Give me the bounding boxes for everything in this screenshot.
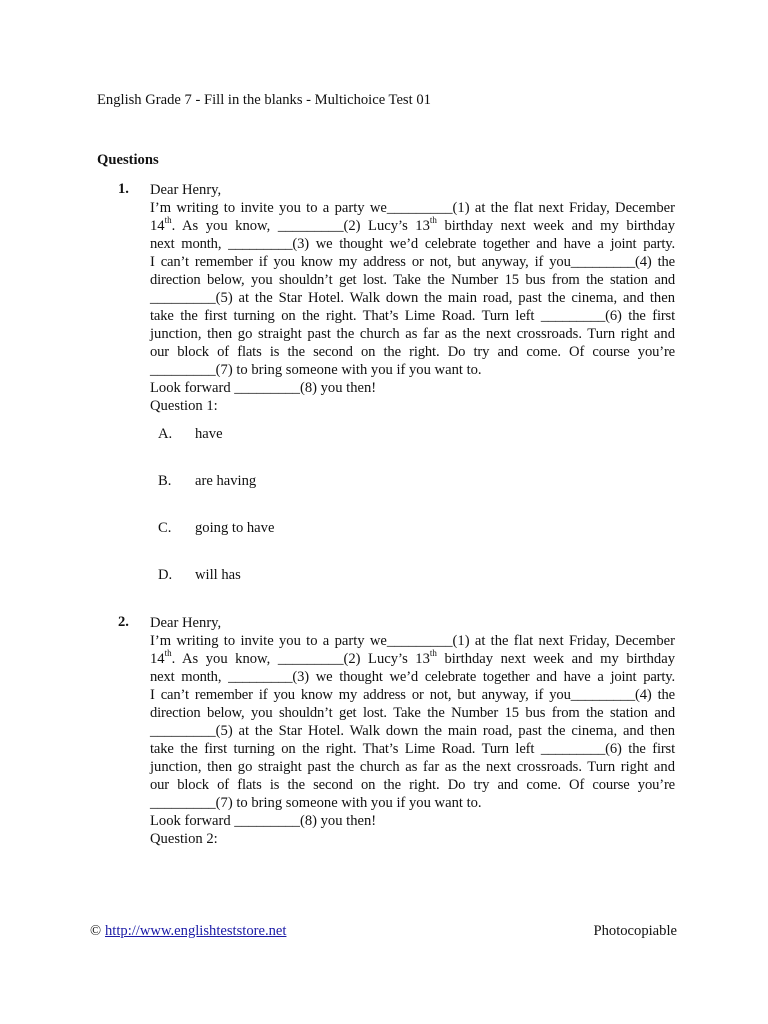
passage-line: our block of flats is the second on the right. Do try and come. Of course you’re — [150, 344, 675, 360]
passage-line: take the first turning on the right. That’s Lime Road. Turn left _________(6) the first — [150, 308, 675, 324]
passage-line — [150, 217, 675, 235]
section-heading: Questions — [97, 152, 159, 168]
passage-line: _________(5) at the Star Hotel. Walk down the main road, past the cinema, and then — [150, 290, 675, 306]
answer-options — [150, 426, 675, 614]
passage-line: next month, _________(3) we thought we’d celebrate together and have a joint party. — [150, 669, 675, 685]
page-footer — [90, 923, 680, 943]
passage-fragment: 14 — [150, 218, 165, 234]
option-d[interactable] — [150, 567, 675, 614]
passage-line: I’m writing to invite you to a party we_________(1) at the flat next Friday, December — [150, 200, 675, 216]
passage-line: junction, then go straight past the church as far as the next crossroads. Turn right and — [150, 759, 675, 775]
option-letter: B. — [158, 473, 172, 489]
superscript: th — [164, 648, 172, 659]
option-letter: D. — [158, 567, 173, 583]
passage-line: _________(7) to bring someone with you if you want to. — [150, 362, 482, 378]
passage-fragment: birthday next week and my birthday — [436, 218, 675, 234]
passage-line: junction, then go straight past the church as far as the next crossroads. Turn right and — [150, 326, 675, 342]
passage-line: direction below, you shouldn’t get lost. Take the Number 15 bus from the station and — [150, 705, 675, 721]
superscript: th — [429, 648, 437, 659]
question-number: 2. — [118, 614, 129, 630]
passage-line: next month, _________(3) we thought we’d celebrate together and have a joint party. — [150, 236, 675, 252]
passage-fragment: birthday next week and my birthday — [436, 651, 675, 667]
question-number: 1. — [118, 181, 129, 197]
passage-line: I can’t remember if you know my address or not, but anyway, if you_________(4) the — [150, 254, 675, 270]
letter-greeting: Dear Henry, — [150, 615, 222, 631]
passage-line: direction below, you shouldn’t get lost. Take the Number 15 bus from the station and — [150, 272, 675, 288]
option-letter: C. — [158, 520, 172, 536]
option-a[interactable] — [150, 426, 675, 473]
question-body — [150, 614, 675, 848]
option-b[interactable] — [150, 473, 675, 520]
option-letter: A. — [158, 426, 173, 442]
option-text: going to have — [195, 520, 275, 536]
question-prompt: Question 1: — [150, 398, 218, 414]
website-link[interactable]: http://www.englishteststore.net — [105, 923, 287, 939]
option-c[interactable] — [150, 520, 675, 567]
option-text: are having — [195, 473, 257, 489]
superscript: th — [429, 215, 437, 226]
photocopiable-label: Photocopiable — [593, 923, 677, 939]
passage-line: our block of flats is the second on the right. Do try and come. Of course you’re — [150, 777, 675, 793]
document-title: English Grade 7 - Fill in the blanks - Multichoice Test 01 — [97, 92, 431, 108]
passage-fragment: . As you know, _________(2) Lucy’s 13 — [171, 651, 430, 667]
option-text: have — [195, 426, 223, 442]
passage-fragment: . As you know, _________(2) Lucy’s 13 — [171, 218, 430, 234]
option-text: will has — [195, 567, 241, 583]
copyright-symbol: © — [90, 923, 102, 939]
passage-line — [150, 650, 675, 668]
passage-line: _________(7) to bring someone with you if you want to. — [150, 795, 482, 811]
passage-line: I can’t remember if you know my address or not, but anyway, if you_________(4) the — [150, 687, 675, 703]
question-body — [150, 181, 675, 583]
passage-fragment: 14 — [150, 651, 165, 667]
passage-line: take the first turning on the right. That’s Lime Road. Turn left _________(6) the first — [150, 741, 675, 757]
letter-greeting: Dear Henry, — [150, 182, 222, 198]
question-prompt: Question 2: — [150, 831, 218, 847]
superscript: th — [164, 215, 172, 226]
passage-line: I’m writing to invite you to a party we_________(1) at the flat next Friday, December — [150, 633, 675, 649]
passage-line: _________(5) at the Star Hotel. Walk down the main road, past the cinema, and then — [150, 723, 675, 739]
passage-line: Look forward _________(8) you then! — [150, 813, 377, 829]
passage-line: Look forward _________(8) you then! — [150, 380, 377, 396]
